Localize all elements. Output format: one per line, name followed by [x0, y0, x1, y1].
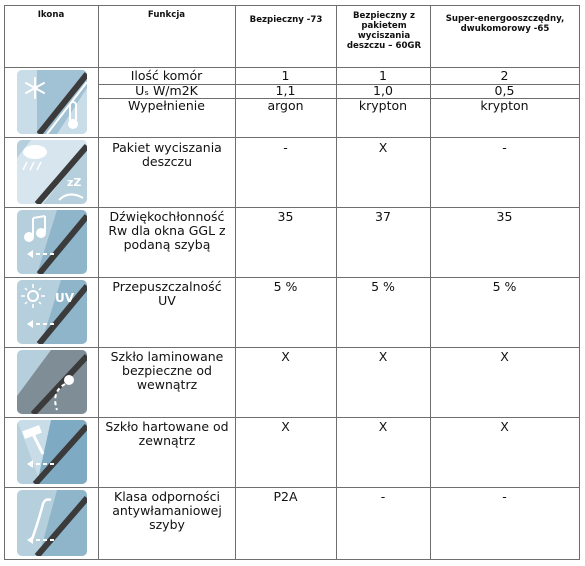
row-value-c: X	[500, 349, 509, 364]
table-border-line	[4, 207, 579, 208]
table-border-line	[4, 559, 579, 560]
table-border-line	[4, 5, 579, 6]
row-value-a: X	[281, 349, 290, 364]
row-label: Ilość komór	[130, 68, 203, 83]
row-value-c: 0,5	[494, 83, 515, 98]
header-icon: Ikona	[37, 10, 65, 20]
row-value-b: 37	[375, 209, 391, 224]
header-col-b: Bezpieczny z pakietem wyciszania deszczu – 60GR	[346, 11, 422, 51]
row-label: Szkło laminowane bezpieczne od wewnątrz	[110, 349, 224, 392]
table-border-line	[4, 67, 579, 68]
row-value-c: krypton	[480, 98, 529, 113]
uv-label: UV	[55, 291, 75, 305]
header-function: Funkcja	[147, 10, 186, 20]
row-value-b: X	[378, 140, 388, 155]
row-value-a: 5 %	[273, 279, 298, 294]
hammer-tempered-glass-icon	[17, 420, 87, 484]
table-border-line	[579, 5, 580, 560]
row-label: Przepuszczalność UV	[112, 279, 222, 308]
row-value-b: krypton	[358, 98, 408, 113]
header-col-a: Bezpieczny -73	[249, 15, 323, 25]
row-value-a: 35	[277, 209, 294, 224]
row-value-b: 1,0	[373, 83, 393, 98]
table-border-line	[4, 347, 579, 348]
row-label: Szkło hartowane od zewnątrz	[105, 419, 229, 448]
row-label: Uₛ W/m2K	[135, 83, 198, 98]
row-value-c: -	[502, 140, 507, 155]
sun-uv-icon	[17, 280, 87, 344]
row-value-c: 2	[500, 68, 509, 83]
sleep-label: zZ	[67, 176, 82, 189]
row-value-a: 1	[281, 68, 290, 83]
row-value-a: argon	[267, 98, 304, 113]
header-col-c: Super-energooszczędny, dwukomorowy -65	[445, 14, 565, 34]
table-border-line	[4, 137, 579, 138]
rain-cloud-sleep-icon	[17, 140, 87, 204]
table-border-line	[4, 277, 579, 278]
laminated-glass-impact-icon	[17, 350, 87, 414]
row-label: Wypełnienie	[128, 98, 205, 113]
row-value-c: 35	[496, 209, 513, 224]
snowflake-thermometer-icon	[17, 70, 87, 134]
row-value-b: -	[380, 489, 386, 504]
crowbar-burglary-icon	[17, 490, 87, 556]
row-value-b: 1	[379, 68, 387, 83]
table-border-line	[4, 487, 579, 488]
row-label: Dźwiękochłonność Rw dla okna GGL z podaną szybą	[108, 209, 226, 252]
row-value-a: 1,1	[275, 83, 296, 98]
row-label: Pakiet wyciszania deszczu	[112, 140, 222, 169]
row-value-c: 5 %	[492, 279, 517, 294]
row-value-b: 5 %	[371, 279, 395, 294]
table-border-line	[4, 417, 579, 418]
row-value-c: X	[500, 419, 509, 434]
row-label: Klasa odporności antywłamaniowej szyby	[112, 489, 222, 532]
row-value-a: P2A	[273, 489, 298, 504]
row-value-c: -	[502, 489, 507, 504]
row-value-b: X	[378, 419, 388, 434]
row-value-a: X	[281, 419, 290, 434]
row-value-b: X	[378, 349, 388, 364]
table-border-line	[4, 5, 5, 560]
music-note-sound-icon	[17, 210, 87, 274]
row-value-a: -	[283, 140, 288, 155]
